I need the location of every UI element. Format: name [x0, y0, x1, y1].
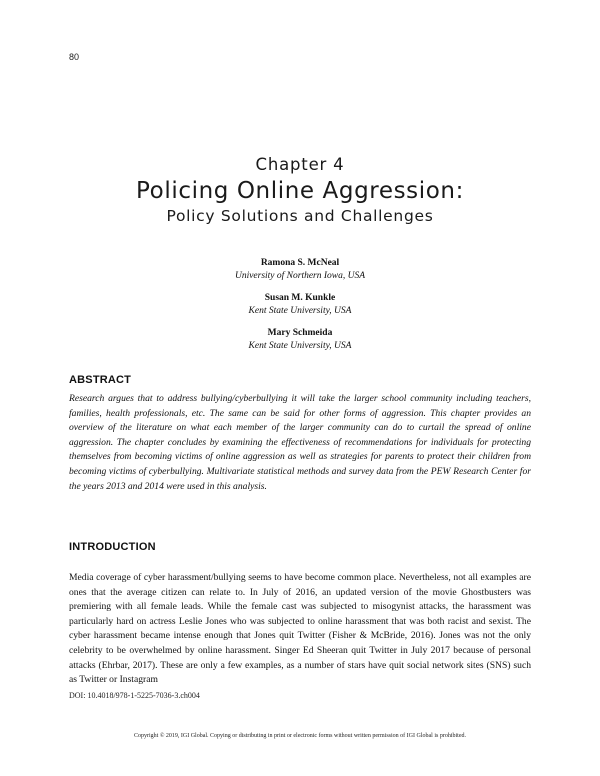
page-number: 80	[69, 52, 80, 62]
chapter-label: Chapter 4	[255, 155, 345, 174]
author-name: Ramona S. McNeal	[260, 258, 340, 268]
introduction-heading: INTRODUCTION	[69, 541, 156, 553]
author-affiliation: Kent State University, USA	[248, 305, 352, 316]
introduction-text: Media coverage of cyber harassment/bullying seems to have become common place. Nevertheless, not all examples are ones that the average citizen can relate to. In July of 2016, an updated version of the movie Ghostbusters was premiering with all female leads. While the female cast was subjected to misogynist attacks, the harassment was particularly hard on actress Leslie Jones who was subjected to online harassment that was both racist and sexist. The cyber harassment became intense enough that Jones quit Twitter (Fisher & McBride, 2016). Jones was not the only celebrity to be overwhelmed by online harassment. Singer Ed Sheeran quit Twitter in July 2017 because of personal attacks (Ehrbar, 2017). These are only a few examples, as a number of stars have quit social network sites (SNS) such as Twitter or Instagram	[69, 572, 531, 686]
author-affiliation: University of Northern Iowa, USA	[234, 270, 366, 281]
abstract-text: Research argues that to address bullying/cyberbullying it will take the larger school community including teachers, families, health professionals, etc. The same can be said for other forms of aggression. This chapter provides an overview of the literature on what each member of the larger community can do to curtail the spread of online aggression. The chapter concludes by examining the effectiveness of recommendations for individuals for protecting themselves from becoming victims of online aggression as well as strategies for parents to protect their children from becoming victims of cyberbullying. Multivariate statistical methods and survey data from the PEW Research Center for the years 2013 and 2014 were used in this analysis.	[69, 393, 531, 492]
author-name: Mary Schmeida	[267, 328, 333, 338]
abstract-heading: ABSTRACT	[69, 374, 132, 386]
author-name: Susan M. Kunkle	[264, 293, 336, 303]
chapter-subtitle: Policy Solutions and Challenges	[166, 207, 434, 225]
author-block	[0, 292, 600, 317]
copyright-notice: Copyright © 2019, IGI Global. Copying or distributing in print or electronic forms without written permission of IGI Global is prohibited.	[133, 733, 466, 739]
doi: DOI: 10.4018/978-1-5225-7036-3.ch004	[69, 691, 200, 700]
chapter-title: Policing Online Aggression:	[136, 178, 464, 204]
author-block	[0, 327, 600, 352]
author-block	[0, 257, 600, 282]
author-affiliation: Kent State University, USA	[248, 340, 352, 351]
